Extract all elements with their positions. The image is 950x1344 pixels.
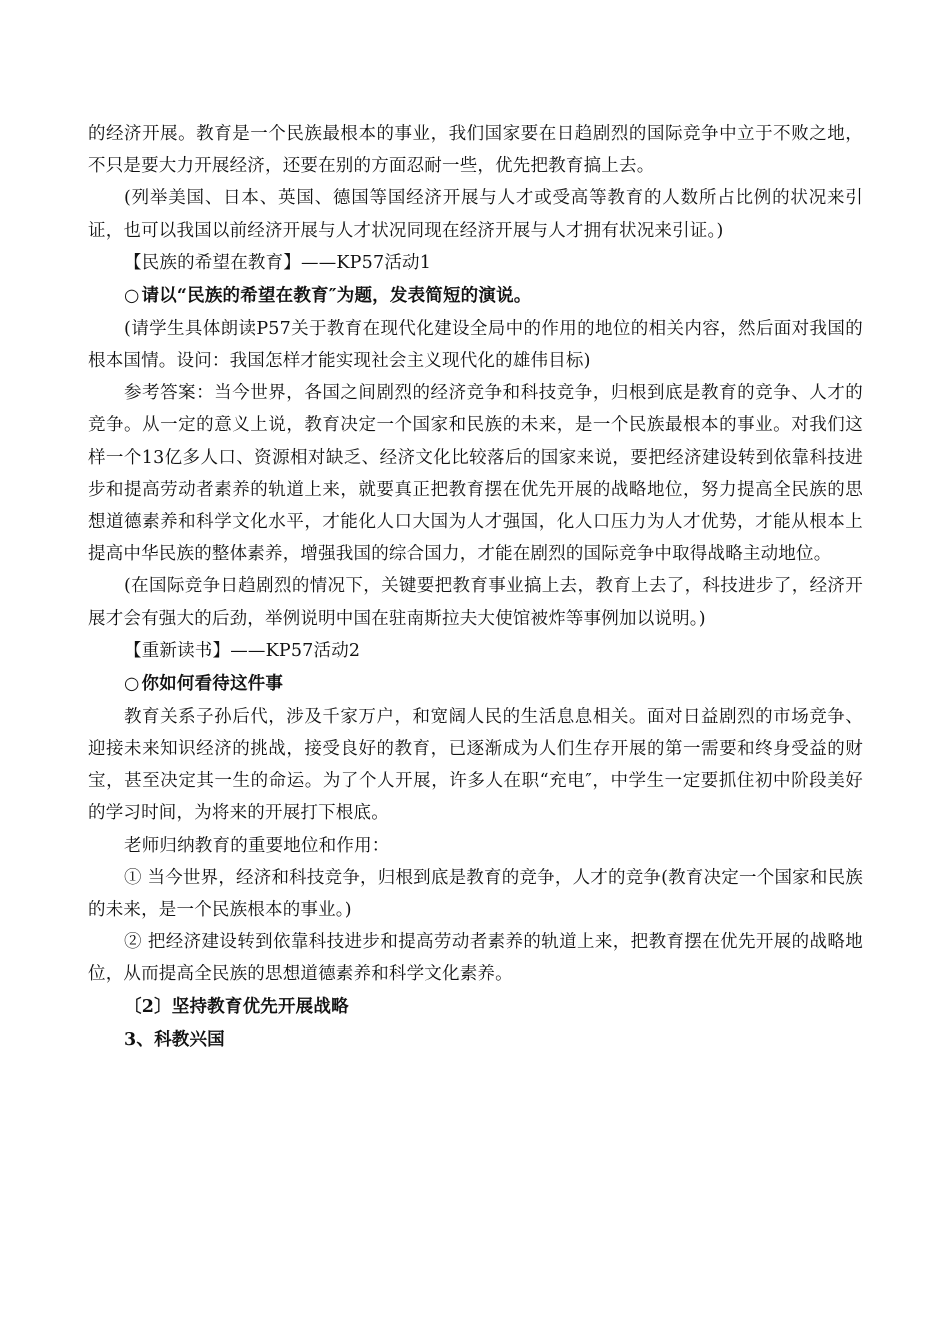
paragraph-teacher-summary: 老师归纳教育的重要地位和作用： bbox=[124, 835, 390, 856]
heading-education-priority-strategy: 〔2〕坚持教育优先开展战略 bbox=[124, 996, 349, 1017]
circle-bullet-icon: ○ bbox=[124, 673, 140, 694]
document-page bbox=[88, 118, 863, 1057]
paragraph-reference-answer: 参考答案：当今世界，各国之间剧烈的经济竞争和科技竞争，归根到底是教育的竞争、人才的竞争。从一定的意义上说，教育决定一个国家和民族的未来，是一个民族最根本的事业。对我们这样一个13亿多人口、资源相对缺乏、经济文化比较落后的国家来说，要把经济建设转到依靠科技进步和提高劳动者素养的轨道上来，就要真正把教育摆在优先开展的战略地位，努力提高全民族的思想道德素养和科学文化水平，才能化人口大国为人才强国，化人口压力为人才优势，才能从根本上提高中华民族的整体素养，增强我国的综合国力，才能在剧烈的国际竞争中取得战略主动地位。 bbox=[88, 383, 863, 565]
question-speech bbox=[88, 280, 863, 313]
paragraph-competition-note: (在国际竞争日趋剧烈的情况下，关键要把教育事业搞上去，教育上去了，科技进步了，经济开展才会有强大的后劲，举例说明中国在驻南斯拉夫大使馆被炸等事例加以说明。) bbox=[88, 576, 863, 629]
question-speech-text: 请以“民族的希望在教育″为题，发表简短的演说。 bbox=[141, 285, 532, 306]
paragraph-examples-note: (列举美国、日本、英国、德国等国经济开展与人才或受高等教育的人数所占比例的状况来引证，也可以我国以前经济开展与人才状况同现在经济开展与人才拥有状况来引证。) bbox=[88, 188, 863, 241]
question-view-text: 你如何看待这件事 bbox=[141, 673, 284, 694]
heading-nation-hope-education: 【民族的希望在教育】——KP57活动1 bbox=[124, 252, 432, 273]
paragraph-economic-development: 的经济开展。教育是一个民族最根本的事业，我们国家要在日趋剧烈的国际竞争中立于不败之地，不只是要大力开展经济，还要在别的方面忍耐一些，优先把教育搞上去。 bbox=[88, 124, 863, 177]
heading-reread-book: 【重新读书】——KP57活动2 bbox=[124, 640, 361, 661]
heading-science-education: 3、科教兴国 bbox=[124, 1029, 225, 1050]
question-view bbox=[88, 668, 863, 701]
paragraph-point-2: ② 把经济建设转到依靠科技进步和提高劳动者素养的轨道上来，把教育摆在优先开展的战略地位，从而提高全民族的思想道德素养和科学文化素养。 bbox=[88, 932, 863, 985]
paragraph-reading-prompt: (请学生具体朗读P57关于教育在现代化建设全局中的作用的地位的相关内容，然后面对我国的根本国情。设问：我国怎样才能实现社会主义现代化的雄伟目标) bbox=[88, 318, 863, 372]
circle-bullet-icon: ○ bbox=[124, 285, 140, 306]
paragraph-point-1: ① 当今世界，经济和科技竞争，归根到底是教育的竞争，人才的竞争(教育决定一个国家和民族的未来，是一个民族根本的事业。) bbox=[88, 867, 863, 921]
paragraph-education-importance: 教育关系子孙后代，涉及千家万户，和宽阔人民的生活息息相关。面对日益剧烈的市场竞争、迎接未来知识经济的挑战，接受良好的教育，已逐渐成为人们生存开展的第一需要和终身受益的财宝，甚至决定其一生的命运。为了个人开展，许多人在职“充电″，中学生一定要抓住初中阶段美好的学习时间，为将来的开展打下根底。 bbox=[88, 706, 863, 824]
